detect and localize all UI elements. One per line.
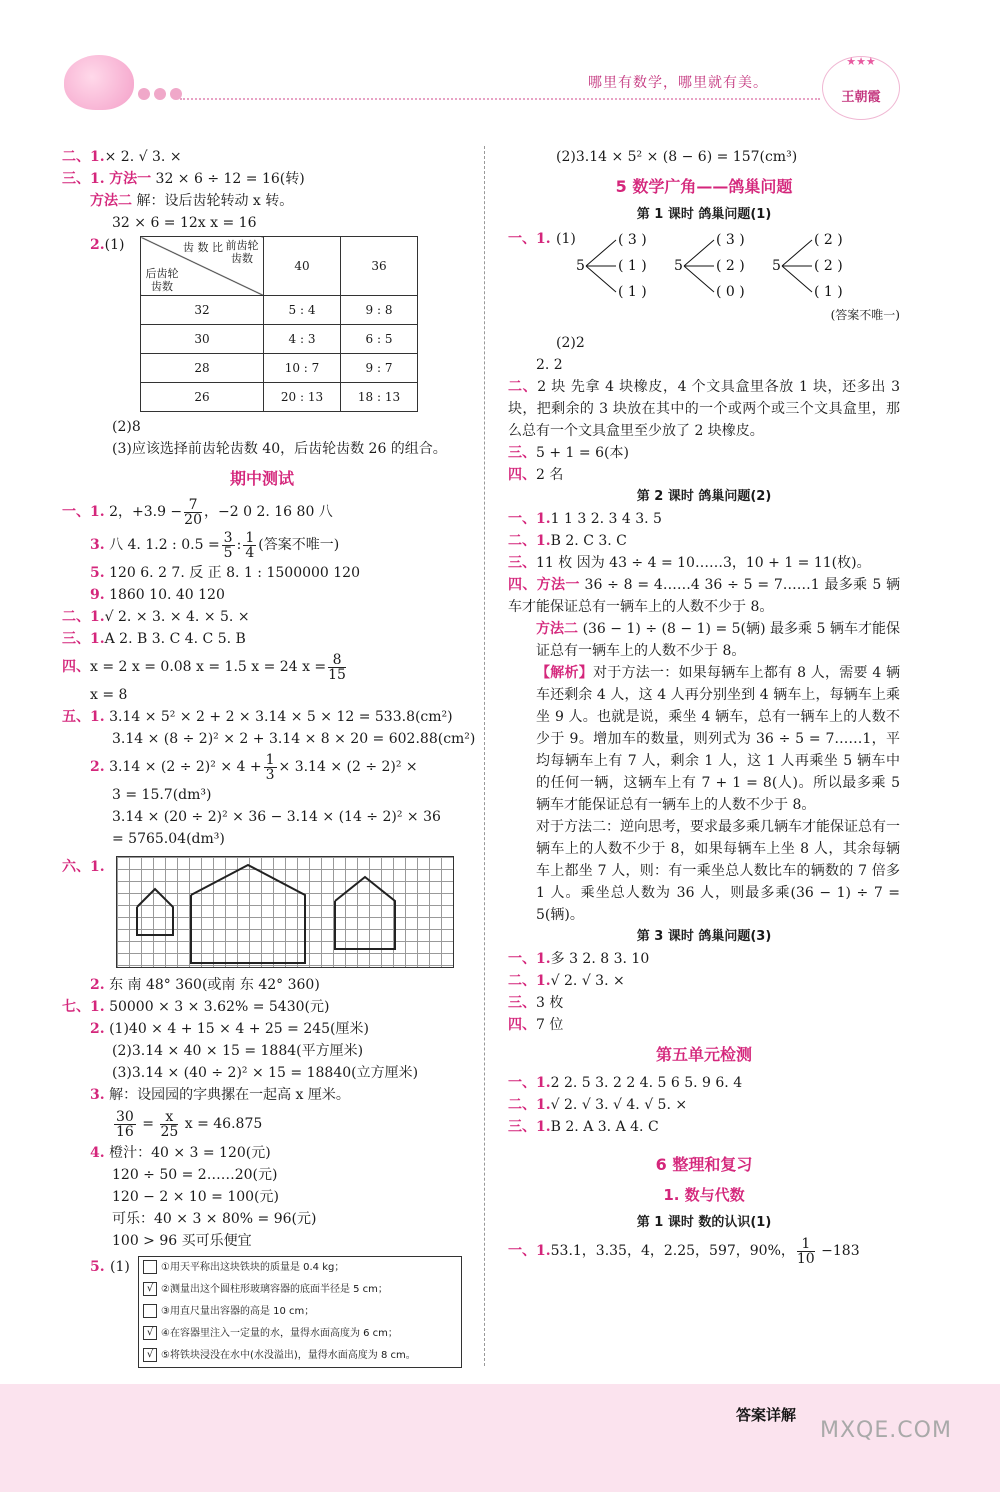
svg-text:( 1 ): ( 1 ) (618, 284, 647, 300)
lesson-title: 第 1 课时 鸽巢问题(1) (636, 207, 772, 222)
answer-line: (2)3.14 × 40 × 15 = 1884(平方厘米) (112, 1043, 364, 1059)
answer-line: 120 ÷ 50 = 2……20(元) (112, 1167, 278, 1183)
svg-text:( 3 ): ( 3 ) (716, 232, 745, 248)
footer-label: 答案详解 (736, 1406, 797, 1424)
table-header: 36 (341, 237, 418, 296)
answer-line: (3)3.14 × (40 ÷ 2)² × 15 = 18840(立方厘米) (112, 1065, 419, 1081)
brand-logo (822, 56, 900, 120)
answer-line: 四、7 位 (508, 1017, 564, 1033)
lesson-title: 第 3 课时 鸽巢问题(3) (636, 929, 772, 944)
checklist-item: √ ④在容器里注入一定量的水，量得水面高度为 6 cm； (139, 1323, 461, 1345)
answer-line: 2. 3.14 × (2 ÷ 2)² × 4 + $\frac{1}{3}$ × 3.14 × (2 ÷ 2)² × (90, 751, 418, 783)
answer-line: 四、x = 2 x = 0.08 x = 1.5 x = 24 x = $\frac{8}{15}$ (62, 651, 346, 683)
answer-line: 5. 120 6. 2 7. 反 正 8. 1 : 1500000 120 (90, 565, 360, 581)
answer-line: 3. 八 4. 1.2 : 0.5 = $\frac{3}{5}$ : $\frac{1}{4}$ (答案不唯一) (90, 529, 340, 561)
checklist-item: ①用天平称出这块铁块的质量是 0.4 kg； (139, 1257, 461, 1279)
answer-line: 方法二 (36 − 1) ÷ (8 − 1) = 5(辆) 最多乘 5 辆车才能保证总有一辆车上的人数不少于 8。 (536, 621, 901, 659)
slogan: 哪里有数学，哪里就有美。 (588, 75, 768, 91)
checkbox: √ (143, 1282, 157, 1296)
measurement-checklist (138, 1256, 462, 1368)
svg-text:( 0 ): ( 0 ) (716, 284, 745, 300)
svg-text:5: 5 (772, 258, 781, 274)
answer-line: 三、1.A 2. B 3. C 4. C 5. B (62, 631, 246, 647)
answer-line: (2)2 (556, 335, 585, 351)
section-title: 1. 数与代数 (663, 1186, 745, 1204)
table-row: 28 10 : 7 9 : 7 (141, 354, 418, 383)
watermark: MXQE.COM (820, 1418, 952, 1443)
answer-line: 2. (1)40 × 4 + 15 × 4 + 25 = 245(厘米) (90, 1021, 369, 1037)
lesson-title: 第 1 课时 数的认识(1) (636, 1215, 772, 1230)
answer-line: 2. 2 (536, 357, 563, 373)
table-corner: 齿 数 比 前齿轮 齿数 后齿轮 齿数 (141, 237, 264, 296)
svg-text:( 1 ): ( 1 ) (618, 258, 647, 274)
answer-line: 3.14 × (20 ÷ 2)² × 36 − 3.14 × (14 ÷ 2)² × 36 (112, 809, 441, 825)
answer-line: 四、方法一 36 ÷ 8 = 4……4 36 ÷ 5 = 7……1 最多乘 5 辆车才能保证总有一辆车上的人数不少于 8。 (508, 577, 901, 615)
table-row: 26 20 : 13 18 : 13 (141, 383, 418, 412)
answer-line: 一、1.53.1，3.35，4，2.25，597，90%， $\frac{1}{10}$ −183 (508, 1235, 860, 1267)
answer-line: 二、1.× 2. √ 3. × (62, 149, 182, 165)
answer-note: (答案不唯一) (830, 308, 900, 322)
answer-line: 2. 东 南 48° 360(或南 东 42° 360) (90, 977, 320, 993)
house-shapes (117, 857, 453, 967)
svg-text:( 1 ): ( 1 ) (814, 284, 843, 300)
answer-line: 三、3 枚 (508, 995, 564, 1011)
answer-line: 100 > 96 买可乐便宜 (112, 1233, 252, 1249)
answer-line: 五、1. 3.14 × 5² × 2 + 2 × 3.14 × 5 × 12 = 533.8(cm²) (62, 709, 453, 725)
page-header (0, 0, 1000, 140)
svg-text:( 2 ): ( 2 ) (814, 232, 843, 248)
answer-line: 对于方法二：逆向思考，要求最多乘几辆车才能保证总有一辆车上的人数不少于 8，如果每辆车上坐 8 人，其余每辆车上都坐 7 人，则：有一乘坐总人数比车的辆数的 7 倍多 1 人。乘坐总人数为 36 人，则最多乘(36 − 1) ÷ 7 = 5(辆)。 (536, 819, 900, 923)
checkbox (143, 1260, 157, 1274)
answer-line: x = 8 (90, 687, 128, 703)
answer-line: 二、1.B 2. C 3. C (508, 533, 627, 549)
checkbox: √ (143, 1348, 157, 1362)
answer-line: 一、1. 2，+3.9 − $\frac{7}{20}$ ，−2 0 2. 16 80 八 (62, 496, 333, 528)
svg-text:5: 5 (576, 258, 585, 274)
answer-line: 六、1. (62, 856, 462, 968)
answer-line: 一、1.2 2. 5 3. 2 2 4. 5 6 5. 9 6. 4 (508, 1075, 743, 1091)
answer-line: 2.(1) (90, 237, 125, 253)
header-divider (180, 98, 820, 100)
grid-drawing (116, 856, 454, 968)
answer-line: 9. 1860 10. 40 120 (90, 587, 225, 603)
lesson-title: 第 2 课时 鸽巢问题(2) (636, 489, 772, 504)
answer-line: 【解析】对于方法一：如果每辆车上都有 8 人，需要 4 辆车还剩余 4 人，这 4 人再分别坐到 4 辆车上，每辆车上乘坐 9 人。也就是说，乘坐 4 辆车，总有一辆车上的人数不少于 9。增加车的数量，则列式为 36 ÷ 5 = 7……1，平均每辆车上有 7 人，剩余 1 人，这 1 人再乘坐 5 辆车中的任何一辆，这辆车上有 7 + 1 = 8(人)。所以最多乘 5 辆车才能保证总有一辆车上的人数不少于 8。 (536, 665, 900, 813)
answer-line: 方法二 解：设后齿轮转动 x 转。 (90, 193, 294, 209)
checkbox (143, 1304, 157, 1318)
table-row: 32 5 : 4 9 : 8 (141, 296, 418, 325)
svg-text:( 2 ): ( 2 ) (814, 258, 843, 274)
answer-line: 三、1. 方法一 32 × 6 ÷ 12 = 16(转) (62, 171, 305, 187)
split-tree (576, 226, 876, 308)
answer-line: 一、1.多 3 2. 8 3. 10 (508, 951, 650, 967)
checkbox: √ (143, 1326, 157, 1340)
split-tree-lines (576, 226, 876, 304)
section-title: 期中测试 (229, 469, 294, 488)
answer-line: 3.14 × (8 ÷ 2)² × 2 + 3.14 × 8 × 20 = 602.88(cm²) (112, 731, 476, 747)
answer-line: 4. 橙汁：40 × 3 = 120(元) (90, 1145, 271, 1161)
gear-ratio-table (140, 236, 418, 412)
answer-line: 120 − 2 × 10 = 100(元) (112, 1189, 279, 1205)
table-header: 40 (264, 237, 341, 296)
svg-text:( 3 ): ( 3 ) (618, 232, 647, 248)
right-column (508, 146, 900, 1268)
page-footer (0, 1384, 1000, 1492)
answer-line: 5. (1) ①用天平称出这块铁块的质量是 0.4 kg； √ ②测量出这个圆柱形玻璃容器的底面半径是 5 cm； ③用直尺量出容器的高是 10 cm； √ ④在容器里注入一定量的水，量得水面高度为 6 cm； √ ⑤将铁块浸没在水中(水没溢出)，量得水面高度为 8 cm。 (62, 1256, 462, 1368)
answer-line: 一、1.1 1 3 2. 3 4 3. 5 (508, 511, 662, 527)
answer-line: 二、2 块 先拿 4 块橡皮，4 个文具盒里各放 1 块，还多出 3 块，把剩余的 3 块放在其中的一个或两个或三个文具盒里，那么总有一个文具盒里至少放了 2 块橡皮。 (508, 379, 900, 439)
answer-line: $\frac{30}{16}$ = $\frac{x}{25}$ x = 46.875 (116, 1108, 263, 1140)
answer-line: 32 × 6 = 12x x = 16 (112, 215, 257, 231)
answer-line: = 5765.04(dm³) (112, 831, 225, 847)
left-column (62, 146, 476, 1368)
brand-name: 王朝霞 (841, 90, 881, 105)
answer-line: 七、1. 50000 × 3 × 3.62% = 5430(元) (62, 999, 330, 1015)
answer-line: 二、1.√ 2. √ 3. × (508, 973, 625, 989)
answer-line: 可乐：40 × 3 × 80% = 96(元) (112, 1211, 317, 1227)
answer-line: 二、1.√ 2. × 3. × 4. × 5. × (62, 609, 250, 625)
answer-line: 三、1.B 2. A 3. A 4. C (508, 1119, 659, 1135)
answer-line: 3. 解：设园园的字典摞在一起高 x 厘米。 (90, 1087, 350, 1103)
column-divider (484, 146, 485, 1366)
decorative-dots (138, 88, 186, 104)
section-title: 第五单元检测 (655, 1045, 752, 1064)
checklist-item: √ ⑤将铁块浸没在水中(水没溢出)，量得水面高度为 8 cm。 (139, 1345, 461, 1367)
answer-line: (2)3.14 × 5² × (8 − 6) = 157(cm³) (556, 149, 798, 165)
answer-line: 二、1.√ 2. √ 3. √ 4. √ 5. × (508, 1097, 688, 1113)
checklist-item: √ ②测量出这个圆柱形玻璃容器的底面半径是 5 cm； (139, 1279, 461, 1301)
answer-line: 四、2 名 (508, 467, 564, 483)
svg-text:( 2 ): ( 2 ) (716, 258, 745, 274)
answer-line: 三、11 枚 因为 43 ÷ 4 = 10……3，10 + 1 = 11(枚)。 (508, 555, 871, 571)
answer-line: 一、1. (1) 5 ( 3 ) ( 1 ) ( 1 ) 5 ( 3 ) ( 2 ) ( 0 ) 5 ( 2 ) ( 2 ) ( 1 ) (508, 226, 900, 304)
unit-title: 5 数学广角——鸽巢问题 (615, 177, 793, 196)
answer-line: (2)8 (112, 419, 141, 435)
answer-line: 三、5 + 1 = 6(本) (508, 445, 629, 461)
checklist-item: ③用直尺量出容器的高是 10 cm； (139, 1301, 461, 1323)
answer-line: (3)应该选择前齿轮齿数 40，后齿轮齿数 26 的组合。 (112, 441, 447, 457)
svg-text:5: 5 (674, 258, 683, 274)
table-row: 30 4 : 3 6 : 5 (141, 325, 418, 354)
mascot-icon (64, 55, 134, 110)
star-icon: ★★★ (846, 55, 876, 68)
answer-line: 3 = 15.7(dm³) (112, 787, 212, 803)
unit-title: 6 整理和复习 (655, 1155, 753, 1174)
